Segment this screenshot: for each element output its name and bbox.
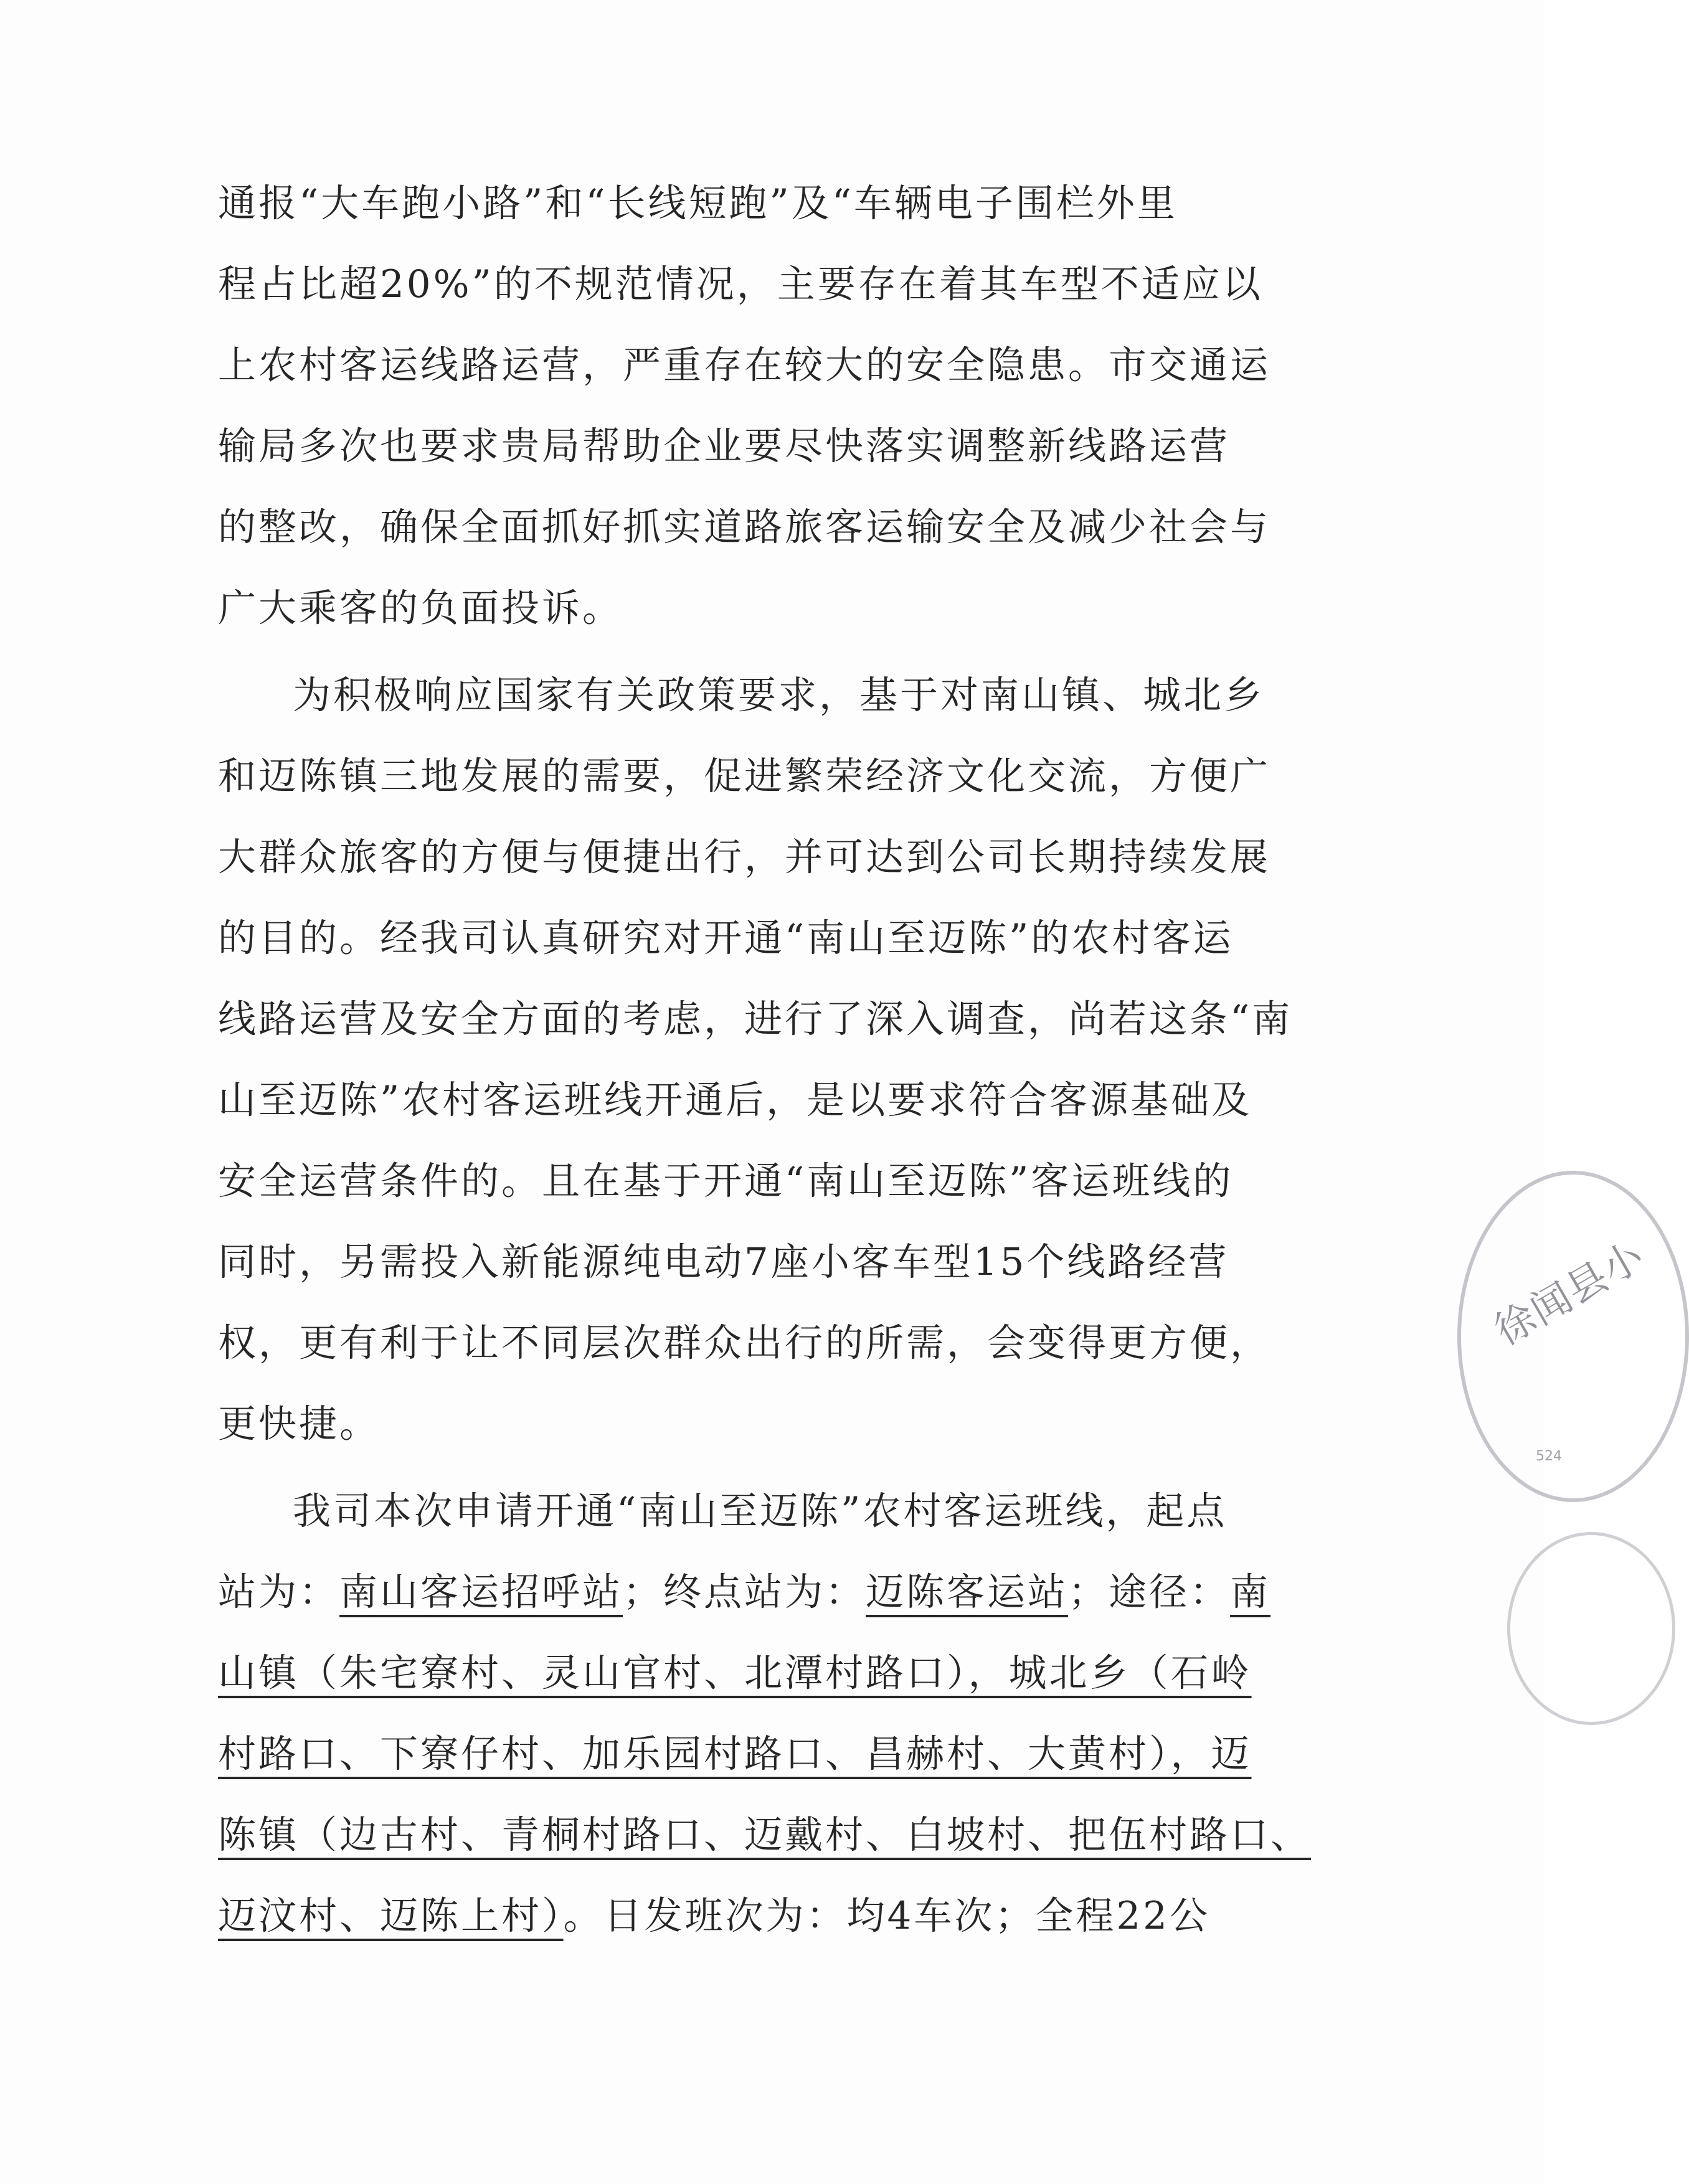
text-line: 我司本次申请开通“南山至迈陈”农村客运班线，起点 [293, 1489, 1228, 1533]
seal-text: 徐闻县小 [1487, 1232, 1653, 1355]
text-fragment: ；终点站为： [623, 1570, 866, 1614]
text-fragment: ；途径： [1068, 1570, 1231, 1614]
route-text: 南 [1230, 1570, 1271, 1614]
text-line: 上农村客运线路运营，严重存在较大的安全隐患。市交通运 [218, 343, 1271, 387]
text-line: 的目的。经我司认真研究对开通“南山至迈陈”的农村客运 [218, 916, 1234, 960]
text-line: 大群众旅客的方便与便捷出行，并可达到公司长期持续发展 [218, 835, 1271, 879]
route-text: 陈镇（边古村、青桐村路口、迈戴村、白坡村、把伍村路口、 [218, 1813, 1312, 1857]
text-line [218, 1633, 1302, 1714]
text-line [218, 1552, 1302, 1633]
official-seal [1457, 1171, 1689, 1502]
text-line: 安全运营条件的。且在基于开通“南山至迈陈”客运班线的 [218, 1159, 1234, 1203]
text-line [218, 1876, 1302, 1957]
seal-number: 524 [1536, 1449, 1562, 1464]
text-line: 为积极响应国家有关政策要求，基于对南山镇、城北乡 [293, 673, 1265, 717]
text-fragment: 站为： [218, 1570, 340, 1614]
text-line: 的整改，确保全面抓好抓实道路旅客运输安全及减少社会与 [218, 505, 1271, 549]
route-text: 迈汶村、迈陈上村） [218, 1894, 564, 1938]
text-line [218, 1795, 1312, 1876]
text-line: 线路运营及安全方面的考虑，进行了深入调查，尚若这条“南 [218, 997, 1293, 1041]
text-line: 权，更有利于让不同层次群众出行的所需，会变得更方便， [218, 1321, 1271, 1365]
text-line: 同时，另需投入新能源纯电动7座小客车型15个线路经营 [218, 1240, 1229, 1284]
end-station: 迈陈客运站 [866, 1570, 1069, 1614]
body-text [218, 163, 1312, 1957]
text-line [218, 1714, 1302, 1795]
text-line: 更快捷。 [218, 1402, 381, 1446]
start-station: 南山客运招呼站 [339, 1570, 623, 1614]
text-line: 通报“大车跑小路”和“长线短跑”及“车辆电子围栏外里 [218, 181, 1178, 225]
route-text: 村路口、下寮仔村、加乐园村路口、昌赫村、大黄村），迈 [218, 1732, 1252, 1776]
text-line: 程占比超20%”的不规范情况，主要存在着其车型不适应以 [218, 262, 1263, 306]
text-line: 广大乘客的负面投诉。 [218, 586, 623, 630]
text-line: 和迈陈镇三地发展的需要，促进繁荣经济文化交流，方便广 [218, 754, 1271, 798]
text-line: 山至迈陈”农村客运班线开通后，是以要求符合客源基础及 [218, 1078, 1252, 1122]
text-line: 输局多次也要求贵局帮助企业要尽快落实调整新线路运营 [218, 424, 1231, 468]
seal-fragment [1507, 1532, 1675, 1725]
text-fragment: 。日发班次为：均4车次；全程22公 [563, 1894, 1210, 1938]
route-text: 山镇（朱宅寮村、灵山官村、北潭村路口），城北乡（石岭 [218, 1651, 1252, 1695]
